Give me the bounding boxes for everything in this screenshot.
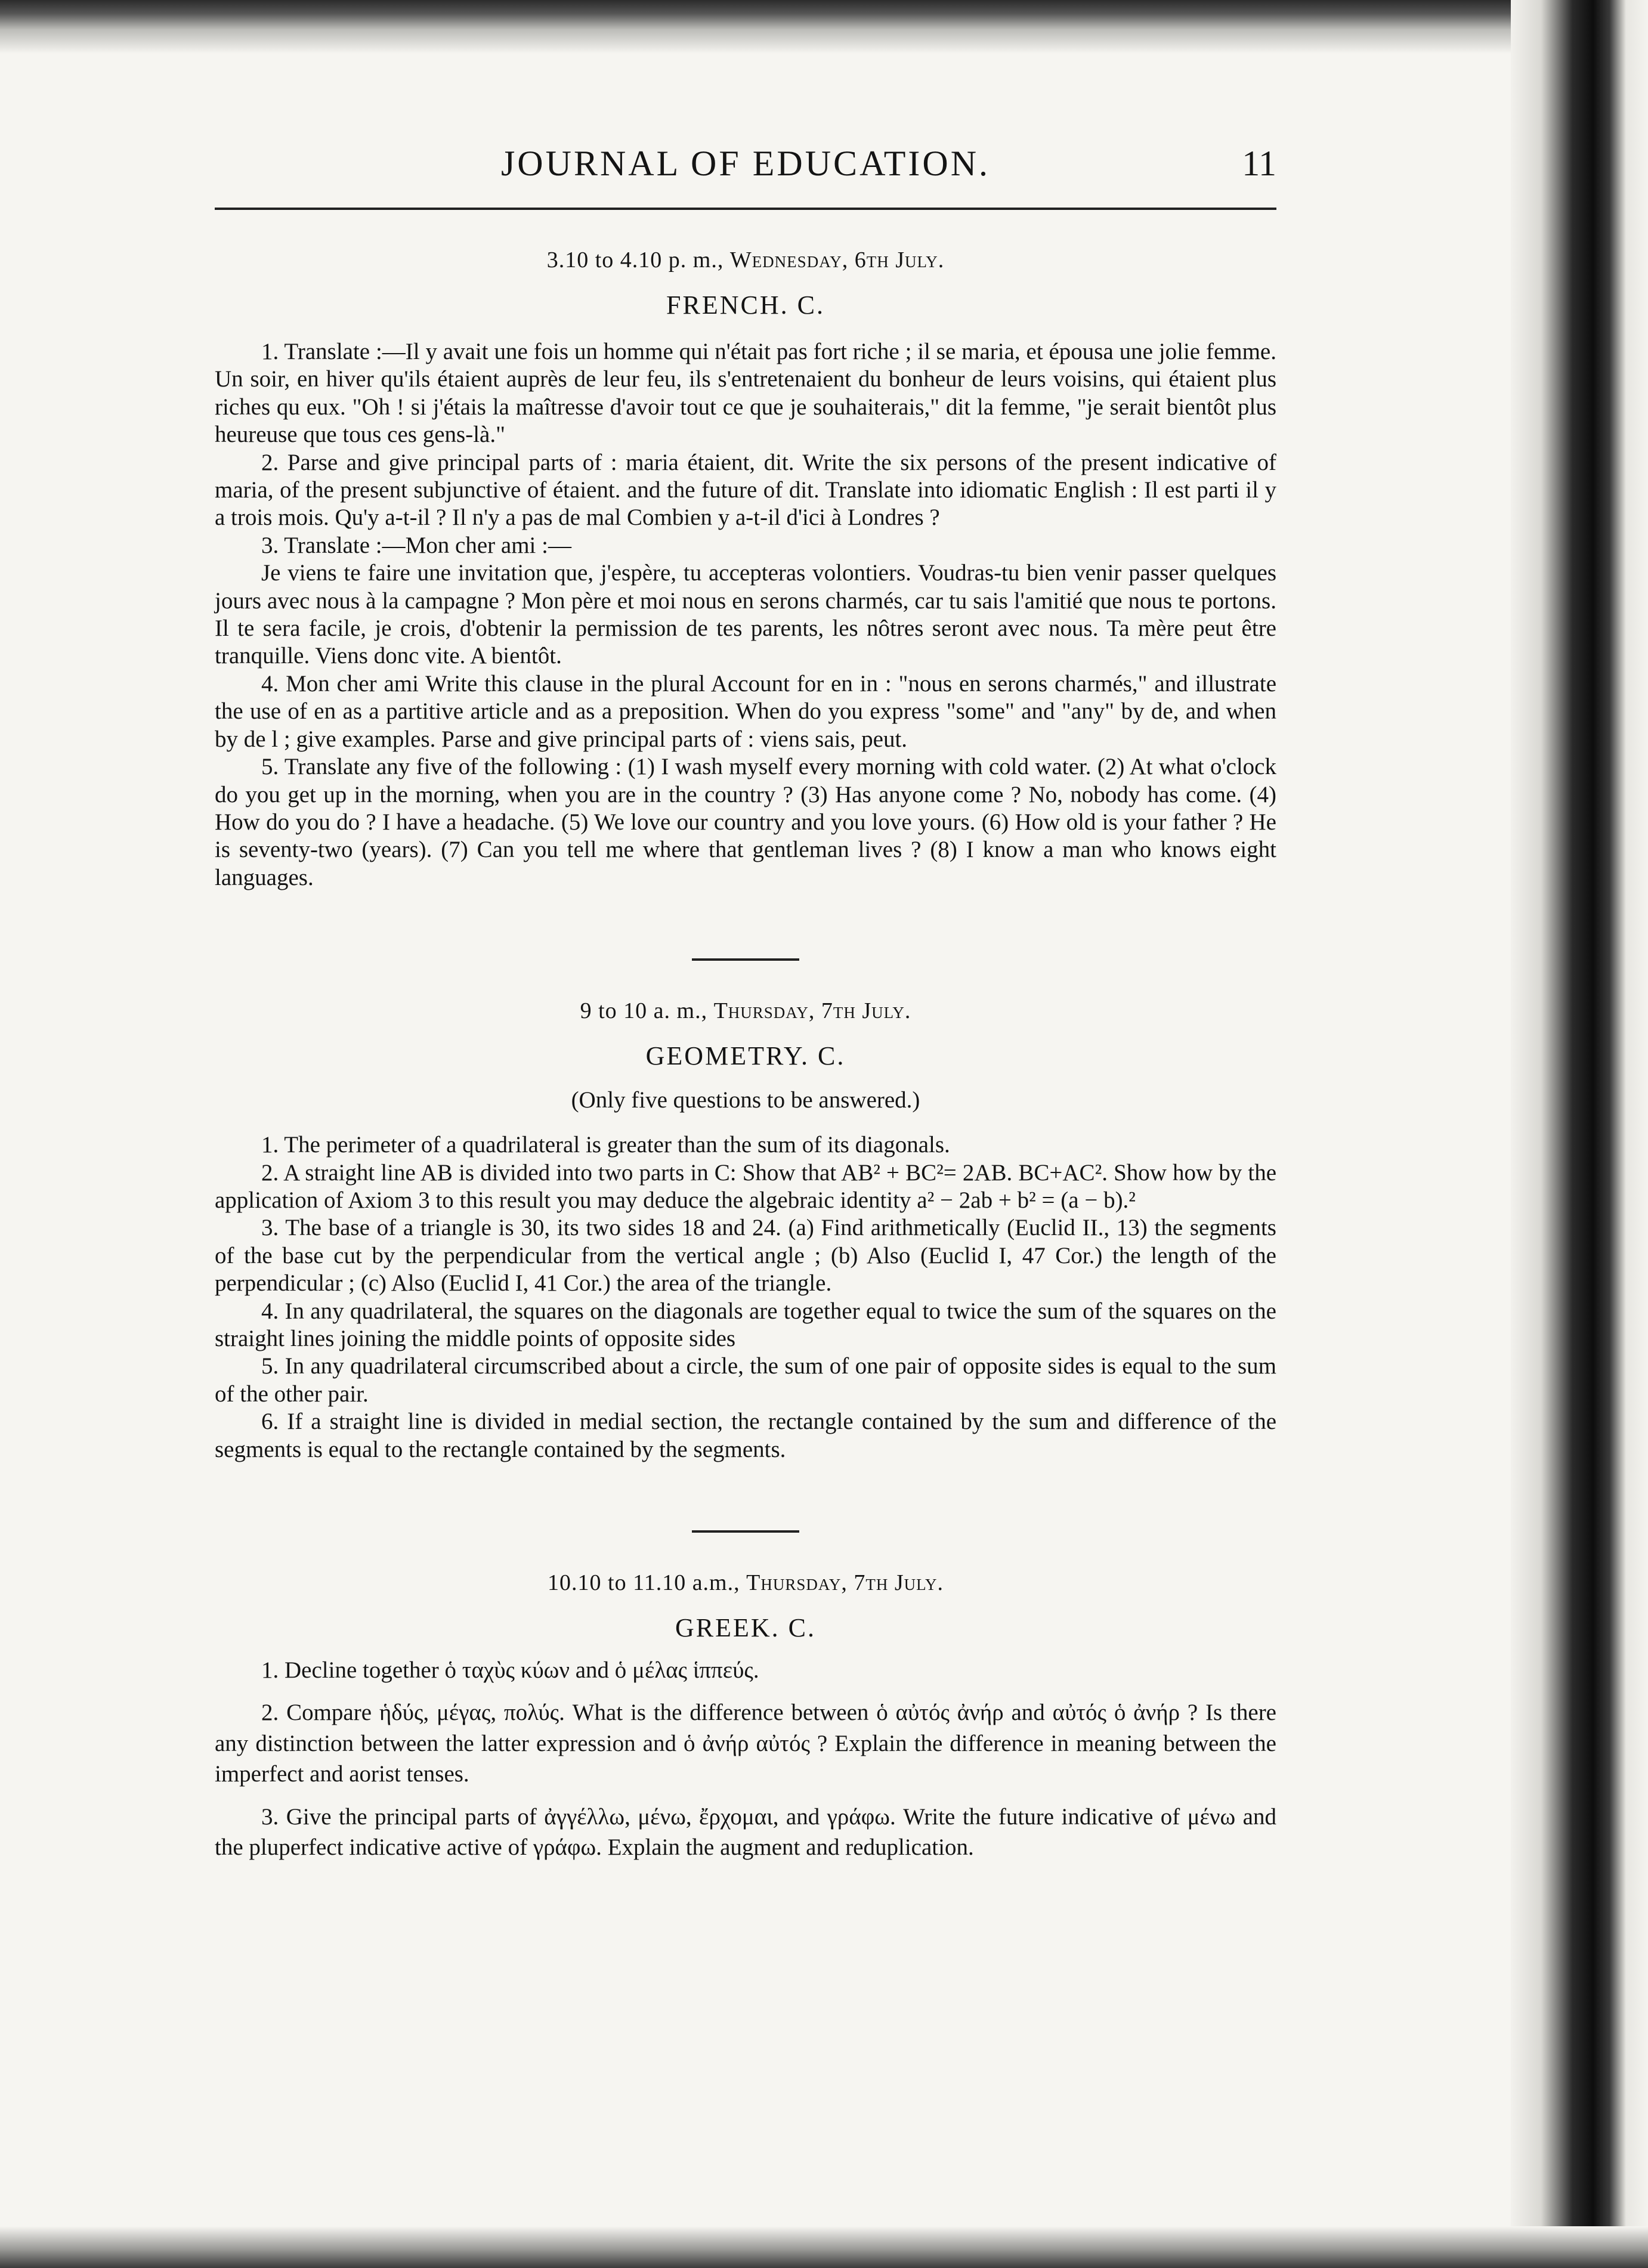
- question: 5. Translate any five of the following : (1) I wash myself every morning with cold water. (2) At what o'clock do you get up in the morning, when you are in the country ? (3) Has anyone come ? No, nobody has come. (4) How do you do ? I have a headache. (5) We love our country and you love yours. (6) How old is your father ? He is seventy-two (years). (7) Can you tell me where that gentleman lives ? (8) I know a man who knows eight languages.: [215, 754, 1276, 890]
- time-day: Thursday, 7th July.: [713, 998, 911, 1024]
- section-divider: [692, 1530, 799, 1533]
- question: 4. In any quadrilateral, the squares on the diagonals are together equal to twice the sum of the squares on the straight lines joining the middle points of opposite sides: [215, 1298, 1276, 1351]
- page-header: [215, 143, 1276, 197]
- question: 3. Translate :—Mon cher ami :—: [261, 532, 571, 558]
- question: 5. In any quadrilateral circumscribed about a circle, the sum of one pair of opposite sides is equal to the sum of the other pair.: [215, 1353, 1276, 1407]
- section-time: [215, 1570, 1276, 1596]
- header-rule: [215, 208, 1276, 210]
- question: 3. The base of a triangle is 30, its two sides 18 and 24. (a) Find arithmetically (Euclid II., 13) the segments of the base cut by the perpendicular from the vertical angle ; (b) Also (Euclid I, 47 Cor.) the length of the perpendicular ; (c) Also (Euclid I, 41 Cor.) the area of the triangle.: [215, 1215, 1276, 1297]
- question: 6. If a straight line is divided in medial section, the rectangle contained by the sum and difference of the segments is equal to the rectangle contained by the segments.: [215, 1409, 1276, 1462]
- section-french: [215, 247, 1276, 892]
- question: 1. Translate :—Il y avait une fois un homme qui n'était pas fort riche ; il se maria, et épousa une jolie femme. Un soir, en hiver qu'ils étaient auprès de leur feu, ils s'entretenaient du bonheur de leurs voisins, qui étaient plus riches qu eux. "Oh ! si j'étais la maîtresse d'avoir tout ce que je souhaiterais," dit la femme, "je serait bientôt plus heureuse que tous ces gens-là.": [215, 339, 1276, 448]
- section-note: (Only five questions to be answered.): [571, 1087, 920, 1113]
- section-time: [215, 998, 1276, 1024]
- time-day: Wednesday, 6th July.: [729, 247, 945, 273]
- letter-passage: Je viens te faire une invitation que, j'espère, tu accepteras volontiers. Voudras-tu bien venir passer quelques jours avec nous à la campagne ? Mon père et moi nous en serons charmés, car tu sais l'amitié que nous te portons. Il te sera facile, je crois, d'obtenir la permission de tes parents, les nôtres seront avec nous. Ta mère peut être tranquille. Viens donc vite. A bientôt.: [215, 560, 1276, 669]
- section-subject: FRENCH. C.: [666, 290, 825, 320]
- question: 2. A straight line AB is divided into two parts in C: Show that AB² + BC²= 2AB. BC+AC². Show how by the application of Axiom 3 to this result you may deduce the algebraic identity a² − 2ab + b² = (a − b).²: [215, 1159, 1276, 1213]
- time-prefix: 3.10 to 4.10 p. m.,: [546, 247, 730, 273]
- section-subject: GEOMETRY. C.: [645, 1041, 846, 1071]
- question: 2. Parse and give principal parts of : maria étaient, dit. Write the six persons of the present indicative of maria, of the present subjunctive of étaient. and the future of dit. Translate into idiomatic English : Il est parti il y a trois mois. Qu'y a-t-il ? Il n'y a pas de mal Combien y a-t-il d'ici à Londres ?: [215, 449, 1276, 531]
- scan-edge-bottom: [0, 2226, 1648, 2268]
- section-divider: [692, 958, 799, 961]
- journal-title: JOURNAL OF EDUCATION.: [500, 144, 991, 183]
- question: 1. Decline together ὁ ταχὺς κύων and ὁ μέλας ἱππεύς.: [261, 1657, 759, 1683]
- question: 1. The perimeter of a quadrilateral is greater than the sum of its diagonals.: [261, 1132, 950, 1158]
- page-number: 11: [1242, 144, 1276, 183]
- question: 4. Mon cher ami Write this clause in the plural Account for en in : "nous en serons charmés," and illustrate the use of en as a partitive article and as a preposition. When do you express "some" and "any" by de, and when by de l ; give examples. Parse and give principal parts of : viens sais, peut.: [215, 670, 1276, 752]
- question: 3. Give the principal parts of ἀγγέλλω, μένω, ἔρχομαι, and γράφω. Write the future indicative of μένω and the pluperfect indicative active of γράφω. Explain the augment and reduplication.: [215, 1803, 1276, 1861]
- time-day: Thursday, 7th July.: [746, 1570, 944, 1595]
- scan-edge-top: [0, 0, 1648, 54]
- section-time: [215, 247, 1276, 273]
- section-subject: GREEK. C.: [675, 1613, 816, 1642]
- section-geometry: [215, 998, 1276, 1463]
- question: 2. Compare ἡδύς, μέγας, πολύς. What is the difference between ὁ αὐτός ἀνήρ and αὐτός ὁ ἀνήρ ? Is there any distinction between the latter expression and ὁ ἀνήρ αὐτός ? Explain the difference in meaning between the imperfect and aorist tenses.: [215, 1700, 1276, 1787]
- journal-page: [215, 143, 1276, 1863]
- time-prefix: 10.10 to 11.10 a.m.,: [548, 1570, 747, 1595]
- scan-edge-right: [1511, 0, 1648, 2268]
- time-prefix: 9 to 10 a. m.,: [580, 998, 714, 1024]
- section-greek: [215, 1570, 1276, 1863]
